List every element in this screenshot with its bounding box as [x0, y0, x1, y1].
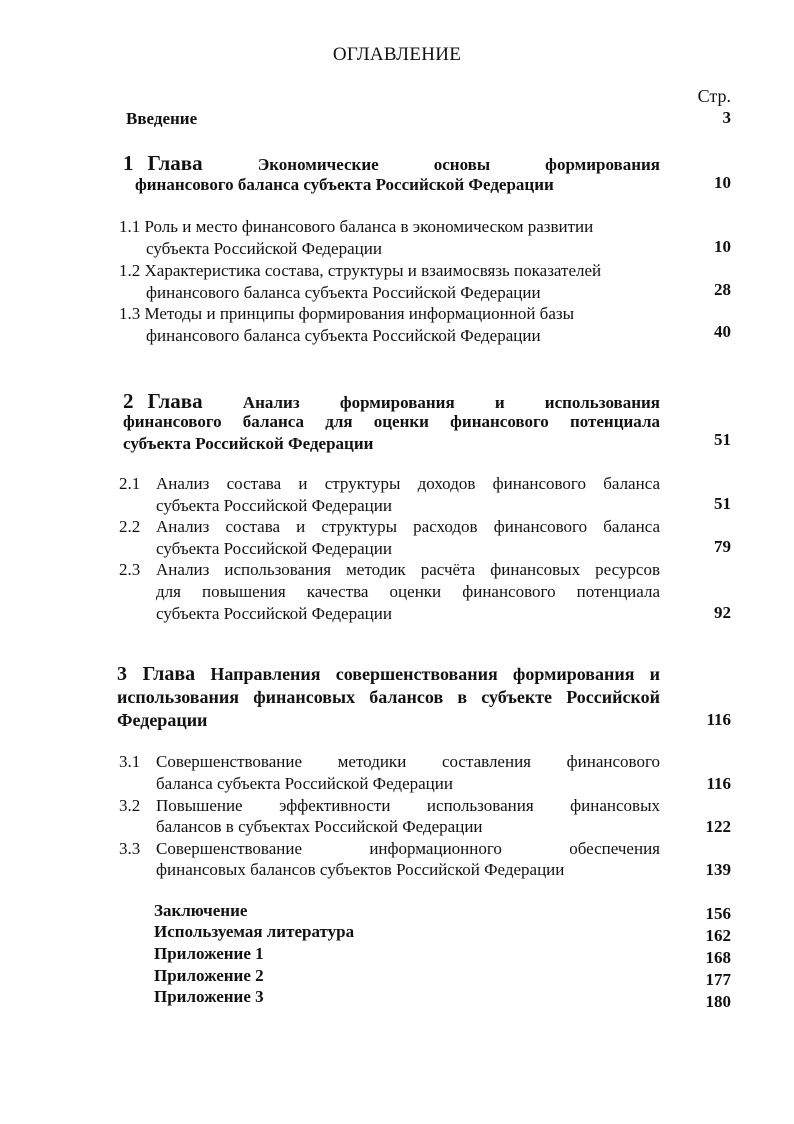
chapter-1-title-part1: Экономические основы формирования: [257, 155, 661, 174]
chapter-2-title-part1: Анализ формирования и использования: [242, 393, 661, 412]
section-3-1-number: 3.1: [119, 752, 141, 771]
back-matter-appendix-1-page: 168: [705, 948, 731, 967]
toc-intro-label: Введение: [126, 109, 198, 128]
page-column-header: Стр.: [697, 86, 731, 106]
section-1-1-line2: субъекта Российской Федерации: [146, 239, 382, 258]
section-3-3-line1: Совершенствование информационного обеспечения: [156, 839, 660, 858]
back-matter-appendix-3: Приложение 3: [154, 987, 264, 1006]
section-2-2-line2: субъекта Российской Федерации: [156, 539, 392, 558]
back-matter-appendix-1: Приложение 1: [154, 944, 264, 963]
chapter-2-number: 2: [123, 389, 134, 413]
chapter-1-number: 1: [123, 151, 134, 175]
toc-intro-page: 3: [722, 108, 731, 127]
back-matter-conclusion-page: 156: [705, 904, 731, 923]
section-2-3-line3: субъекта Российской Федерации: [156, 604, 392, 623]
section-2-2-number: 2.2: [119, 517, 141, 536]
section-3-3-page: 139: [705, 860, 731, 879]
chapter-3-title-part1: Направления совершенствования формирования и: [210, 664, 661, 684]
section-1-2-line2: финансового баланса субъекта Российской Федерации: [146, 283, 541, 302]
section-2-1-number: 2.1: [119, 474, 141, 493]
section-1-1-page: 10: [714, 237, 731, 256]
section-3-2-line1: Повышение эффективности использования финансовых: [156, 796, 660, 815]
section-3-1-line2: баланса субъекта Российской Федерации: [156, 774, 453, 793]
section-3-2-page: 122: [705, 817, 731, 836]
section-2-1-page: 51: [714, 494, 731, 513]
section-3-1-line1: Совершенствование методики составления финансового: [156, 752, 660, 771]
chapter-3-title-part3: Федерации: [117, 710, 208, 730]
section-2-1-line2: субъекта Российской Федерации: [156, 496, 392, 515]
chapter-3-number-glava: 3 Глава: [117, 663, 196, 685]
chapter-1-heading-line1: [123, 151, 660, 176]
back-matter-literature-page: 162: [705, 926, 731, 945]
chapter-2-heading-line1: [123, 389, 660, 414]
section-1-3-page: 40: [714, 322, 731, 341]
chapter-3-title-part2: использования финансовых балансов в субъекте Российской: [117, 687, 660, 707]
back-matter-appendix-3-page: 180: [705, 992, 731, 1011]
chapter-2-glava: Глава: [147, 389, 203, 413]
section-2-2-page: 79: [714, 537, 731, 556]
back-matter-appendix-2: Приложение 2: [154, 966, 264, 985]
chapter-1-title-part2: финансового баланса субъекта Российской Федерации: [135, 175, 554, 194]
section-3-2-number: 3.2: [119, 796, 141, 815]
section-1-1-line1: 1.1 Роль и место финансового баланса в экономическом развитии: [119, 217, 594, 236]
page-title: ОГЛАВЛЕНИЕ: [332, 44, 462, 65]
section-2-3-number: 2.3: [119, 560, 141, 579]
chapter-3-page: 116: [706, 710, 731, 729]
section-3-1-page: 116: [706, 774, 731, 793]
chapter-3-heading-line1: [117, 663, 660, 686]
chapter-1-glava: Глава: [147, 151, 203, 175]
section-3-2-line2: балансов в субъектах Российской Федерации: [156, 817, 483, 836]
section-1-3-line1: 1.3 Методы и принципы формирования информационной базы: [119, 304, 575, 323]
section-3-3-line2: финансовых балансов субъектов Российской Федерации: [156, 860, 565, 879]
section-2-2-line1: Анализ состава и структуры расходов финансового баланса: [156, 517, 660, 536]
section-1-2-page: 28: [714, 280, 731, 299]
section-2-3-line1: Анализ использования методик расчёта финансовых ресурсов: [156, 560, 660, 579]
section-3-3-number: 3.3: [119, 839, 141, 858]
section-2-3-page: 92: [714, 603, 731, 622]
chapter-2-page: 51: [714, 430, 731, 449]
section-1-2-line1: 1.2 Характеристика состава, структуры и взаимосвязь показателей: [119, 261, 602, 280]
back-matter-conclusion: Заключение: [154, 901, 248, 920]
chapter-1-page: 10: [714, 173, 731, 192]
back-matter-appendix-2-page: 177: [705, 970, 731, 989]
section-2-1-line1: Анализ состава и структуры доходов финансового баланса: [156, 474, 660, 493]
chapter-2-title-part2: финансового баланса для оценки финансового потенциала: [123, 412, 660, 431]
back-matter-literature: Используемая литература: [154, 922, 355, 941]
chapter-2-title-part3: субъекта Российской Федерации: [123, 434, 374, 453]
section-1-3-line2: финансового баланса субъекта Российской Федерации: [146, 326, 541, 345]
section-2-3-line2: для повышения качества оценки финансового потенциала: [156, 582, 660, 601]
